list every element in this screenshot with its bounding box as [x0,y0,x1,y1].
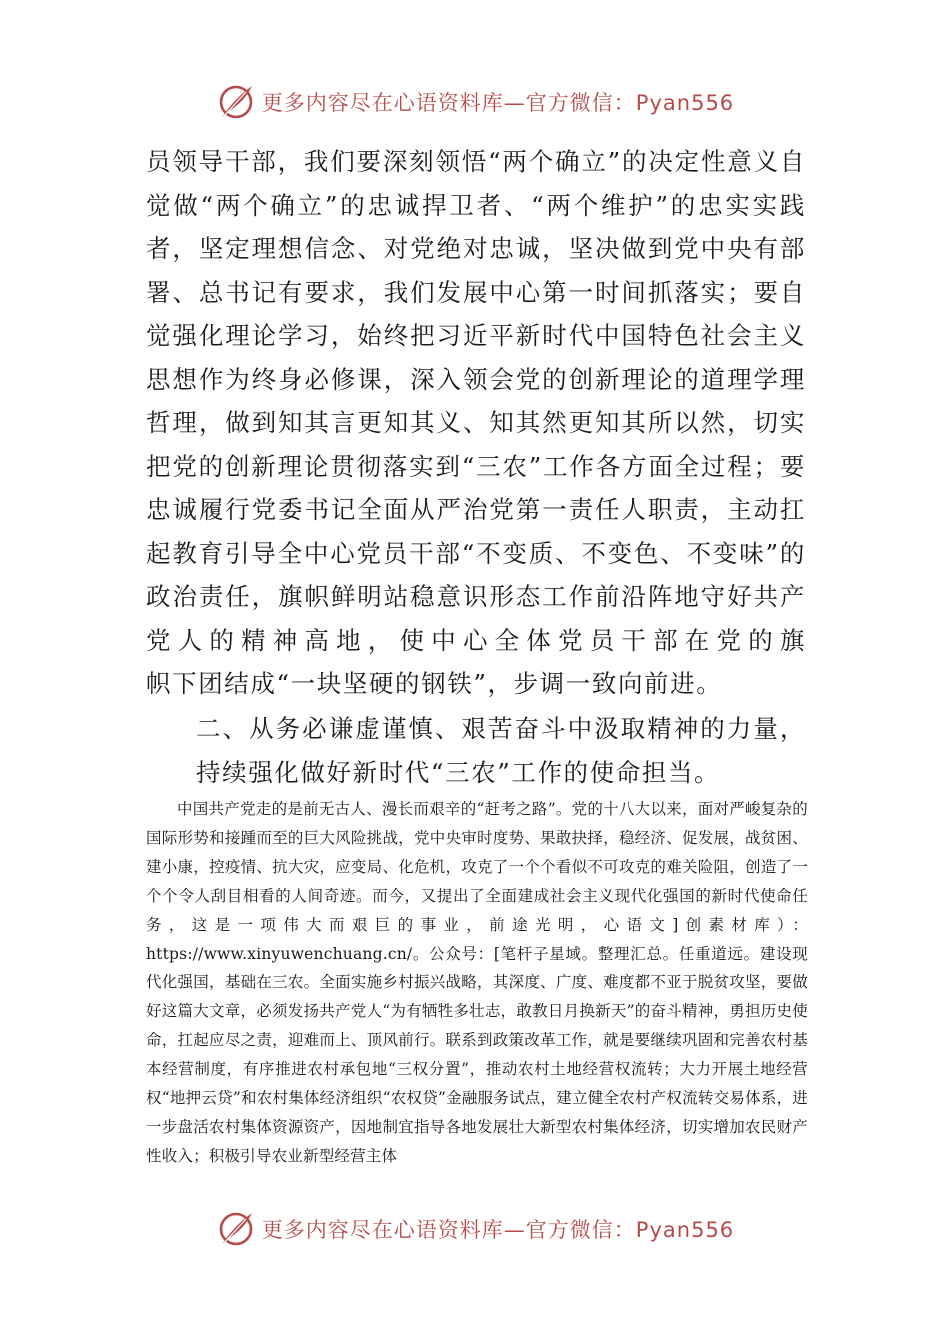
body-paragraph-1-text: 员领导干部，我们要深刻领悟“两个确立”的决定性意义自觉做“两个确立”的忠诚捍卫者、“两个维护”的忠实实践者，坚定理想信念、对党绝对忠诚，坚决做到党中央有部署、总书记有要求，我们发展中心第一时间抓落实；要自觉强化理论学习，始终把习近平新时代中国特色社会主义思想作为终身必修课，深入领会党的创新理论的道理学理哲理，做到知其言更知其义、知其然更知其所以然，切实把党的创新理论贯彻落实到“三农”工作各方面全过程；要忠诚履行党委书记全面从严治党第一责任人职责，主动扛起教育引导全中心党员干部“不变质、不变色、不变味”的政治责任，旗帜鲜明站稳意识形态工作前沿阵地守好共产党人的精神高地，使中心全体党员干部在党的旗 [146,147,806,655]
footer-banner [0,1207,950,1251]
header-banner [0,80,950,124]
body-paragraph-1 [146,140,806,706]
section-heading-2-last-line: 持续强化做好新时代“三农”工作的使命担当。 [196,757,721,787]
section-heading-2-text: 二、从务必谦虚谨慎、艰苦奋斗中汲取精神的力量， [196,714,806,743]
section-heading-2 [146,707,806,794]
body-paragraph-1-last-line: 帜下团结成“一块坚硬的钢铁”，步调一致向前进。 [146,669,723,698]
header-banner-text: 更多内容尽在心语资料库—官方微信：Pyan556 [261,91,735,115]
footer-banner-text: 更多内容尽在心语资料库—官方微信：Pyan556 [261,1218,735,1242]
quill-logo-icon [216,1209,256,1249]
body-paragraph-3: 中国共产党走的是前无古人、漫长而艰辛的“赶考之路”。党的十八大以来，面对严峻复杂的国际形势和接踵而至的巨大风险挑战，党中央审时度势、果敢抉择，稳经济、促发展，战贫困、建小康，控疫情、抗大灾，应变局、化危机，攻克了一个个看似不可攻克的难关险阻，创造了一个个令人刮目相看的人间奇迹。而今，又提出了全面建成社会主义现代化强国的新时代使命任务，这是一项伟大而艰巨的事业，前途光明，心语文]创素材库）：https://www.xinyuwenchuang.cn/。公众号：[笔杆子星域。整理汇总。任重道远。建设现代化强国，基础在三农。全面实施乡村振兴战略，其深度、广度、难度都不亚于脱贫攻坚，要做好这篇大文章，必须发扬共产党人“为有牺牲多壮志，敢教日月换新天”的奋斗精神，勇担历史使命，扛起应尽之责，迎难而上、顶风前行。联系到政策改革工作，就是要继续巩固和完善农村基本经营制度，有序推进农村承包地“三权分置”，推动农村土地经营权流转；大力开展土地经营权“地押云贷”和农村集体经济组织“农权贷”金融服务试点，建立健全农村产权流转交易体系，进一步盘活农村集体资源资产，因地制宜指导各地发展壮大新型农村集体经济，切实增加农民财产性收入；积极引导农业新型经营主体 [146,800,808,1165]
quill-logo-icon [216,82,256,122]
